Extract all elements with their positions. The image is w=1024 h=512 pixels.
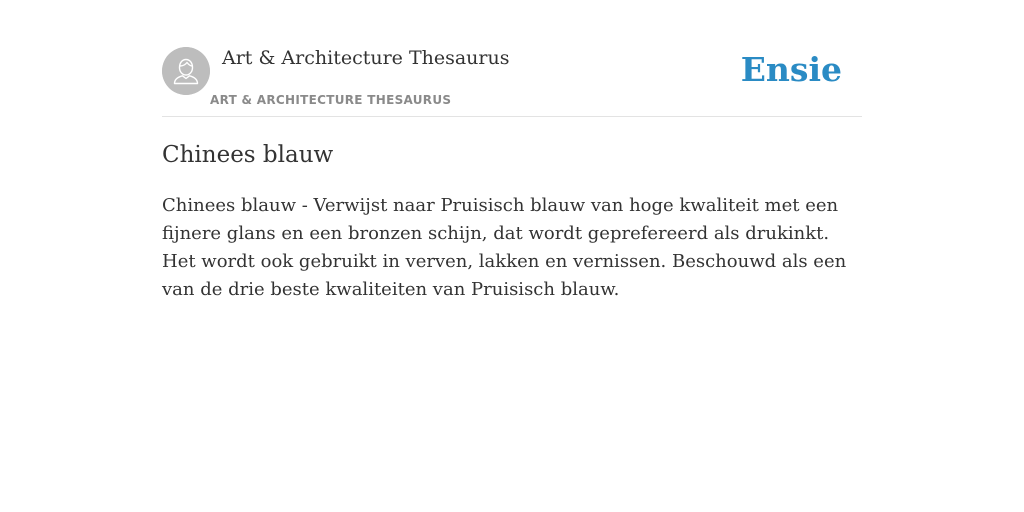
source-subtitle[interactable]: ART & ARCHITECTURE THESAURUS [210,93,452,107]
source-title[interactable]: Art & Architecture Thesaurus [222,47,510,69]
user-avatar-icon[interactable] [162,47,210,95]
term-title: Chinees blauw [162,142,334,168]
definition-text: Chinees blauw - Verwijst naar Pruisisch blauw van hoge kwaliteit met een fijnere glans en een bronzen schijn, dat wordt geprefereerd als drukinkt. Het wordt ook gebruikt in verven, lakken en vernissen. Beschouwd als een van de drie beste kwaliteiten van Pruisisch blauw. [162,195,847,300]
ensie-logo[interactable]: Ensie [740,50,842,89]
source-header [162,46,862,117]
